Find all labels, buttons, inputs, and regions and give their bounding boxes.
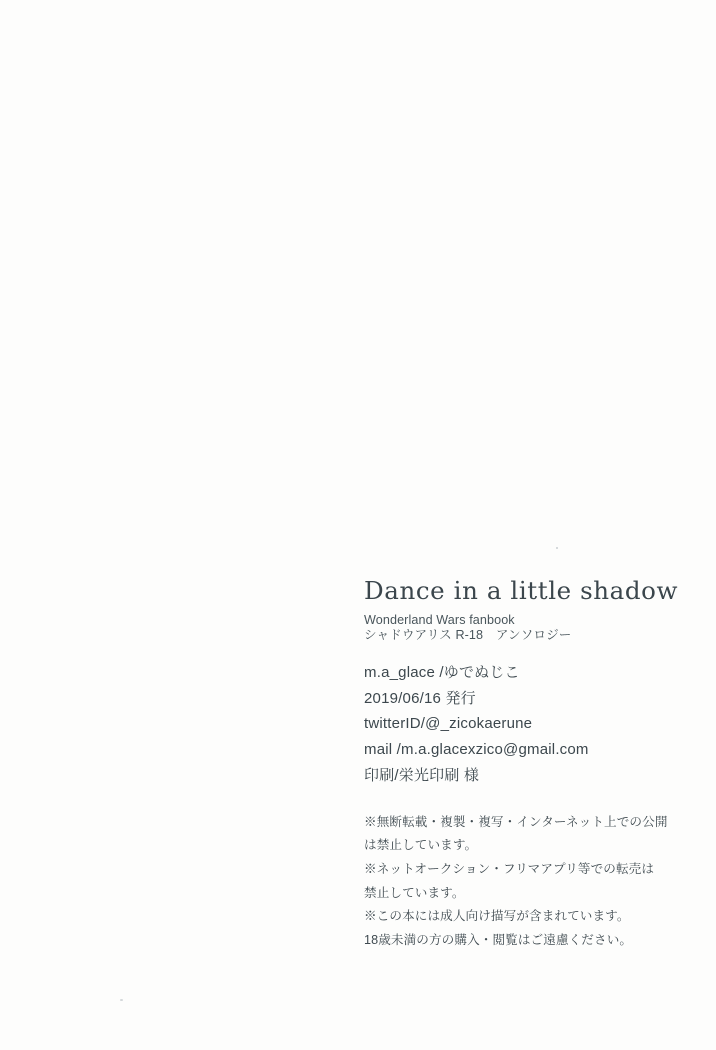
publication-info (364, 660, 684, 789)
printer-line: 印刷/栄光印刷 様 (364, 766, 480, 784)
notice-line-1: ※無断転載・複製・複写・インターネット上での公開 (364, 814, 668, 829)
notice-block (364, 811, 684, 953)
subtitle-line-1: Wonderland Wars fanbook (364, 613, 515, 627)
notice-line-2: は禁止しています。 (364, 838, 478, 853)
page-title: Dance in a little shadow (364, 576, 679, 605)
subtitle-block (364, 613, 684, 644)
colophon-block (364, 576, 684, 953)
notice-line-3: ※ネットオークション・フリマアプリ等での転売は (364, 862, 655, 877)
circle-author-line: m.a_glace /ゆでぬじこ (364, 663, 520, 681)
subtitle-line-2: シャドウアリス R-18 アンソロジー (364, 628, 572, 643)
paper-speck-bottom (120, 999, 123, 1001)
publication-date-line: 2019/06/16 発行 (364, 689, 476, 707)
twitter-id-line: twitterID/@_zicokaerune (364, 715, 533, 733)
notice-line-4: 禁止しています。 (364, 885, 465, 900)
notice-line-6: 18歳未満の方の購入・閲覧はご遠慮ください。 (364, 933, 633, 948)
notice-line-5: ※この本には成人向け描写が含まれています。 (364, 909, 630, 924)
mail-line: mail /m.a.glacexzico@gmail.com (364, 741, 589, 759)
paper-speck-top (556, 547, 558, 549)
